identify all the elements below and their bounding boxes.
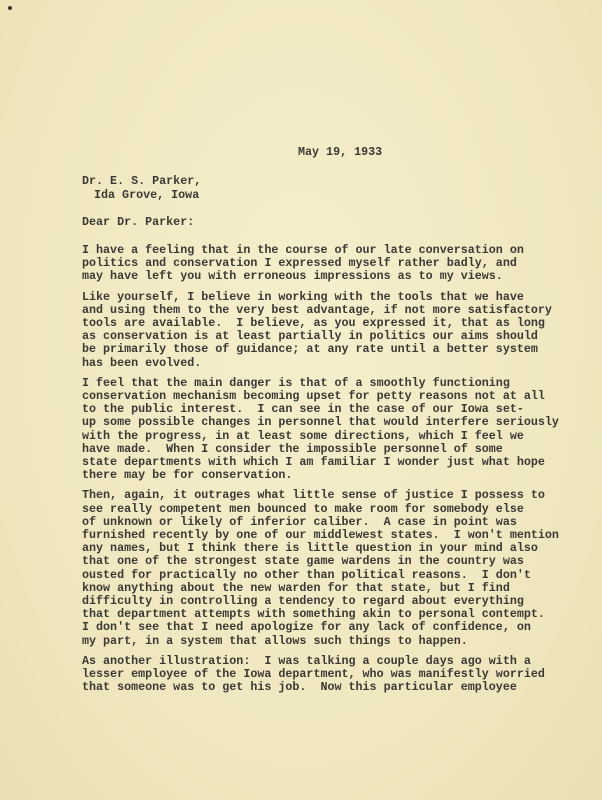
corner-mark <box>8 6 12 10</box>
text-line: and using them to the very best advantage, if not more satisfactory <box>82 302 552 317</box>
recipient-address: Ida Grove, Iowa <box>94 188 200 202</box>
paragraph-3 <box>82 377 559 483</box>
text-line: politics and conservation I expressed myself rather badly, and <box>82 256 517 271</box>
text-line: tools are available. I believe, as you expressed it, that as long <box>82 316 545 331</box>
paragraph-4 <box>82 489 559 647</box>
text-line: I have a feeling that in the course of our late conversation on <box>82 243 524 257</box>
text-line: with the progress, in at least some directions, which I feel we <box>82 428 524 443</box>
text-line: up some possible changes in personnel that would interfere seriously <box>82 415 559 430</box>
text-line: that one of the strongest state game wardens in the country was <box>82 554 524 569</box>
text-line: may have left you with erroneous impressions as to my views. <box>82 269 503 284</box>
text-line: my part, in a system that allows such things to happen. <box>82 633 468 648</box>
paragraph-1 <box>82 244 559 284</box>
salutation: Dear Dr. Parker: <box>82 215 195 229</box>
paragraph-5 <box>82 655 559 695</box>
text-line: as conservation is at least partially in politics our aims should <box>82 329 538 344</box>
text-line: see really competent men bounced to make room for somebody else <box>82 501 524 516</box>
text-line: conservation mechanism becoming upset for petty reasons not at all <box>82 389 545 404</box>
text-line: difficulty in controlling a tendency to regard about everything <box>82 594 524 609</box>
text-line: to the public interest. I can see in the case of our Iowa set- <box>82 402 524 417</box>
text-line: Like yourself, I believe in working with the tools that we have <box>82 289 524 304</box>
text-line: of unknown or likely of inferior caliber. A case in point was <box>82 514 517 529</box>
text-line: Then, again, it outrages what little sense of justice I possess to <box>82 488 545 503</box>
text-line: As another illustration: I was talking a couple days ago with a <box>82 653 531 668</box>
text-line: any names, but I think there is little question in your mind also <box>82 541 538 556</box>
text-line: ousted for practically no other than political reasons. I don't <box>82 567 531 582</box>
text-line: be primarily those of guidance; at any rate until a better system <box>82 342 538 357</box>
letter-body <box>82 244 559 702</box>
text-line: have made. When I consider the impossible personnel of some <box>82 441 503 456</box>
paragraph-2 <box>82 291 559 370</box>
text-line: that department attempts with something akin to personal contempt. <box>82 607 545 622</box>
recipient-name: Dr. E. S. Parker, <box>82 174 202 188</box>
text-line: I don't see that I need apologize for any lack of confidence, on <box>82 620 531 635</box>
text-line: state departments with which I am familiar I wonder just what hope <box>82 455 545 470</box>
text-line: has been evolved. <box>82 355 202 370</box>
text-line: I feel that the main danger is that of a smoothly functioning <box>82 375 510 390</box>
text-line: that someone was to get his job. Now this particular employee <box>82 680 517 695</box>
text-line: there may be for conservation. <box>82 468 293 483</box>
text-line: lesser employee of the Iowa department, who was manifestly worried <box>82 667 545 682</box>
text-line: furnished recently by one of our middlewest states. I won't mention <box>82 528 559 543</box>
text-line: know anything about the new warden for that state, but I find <box>82 580 510 595</box>
letter-date: May 19, 1933 <box>298 145 383 159</box>
